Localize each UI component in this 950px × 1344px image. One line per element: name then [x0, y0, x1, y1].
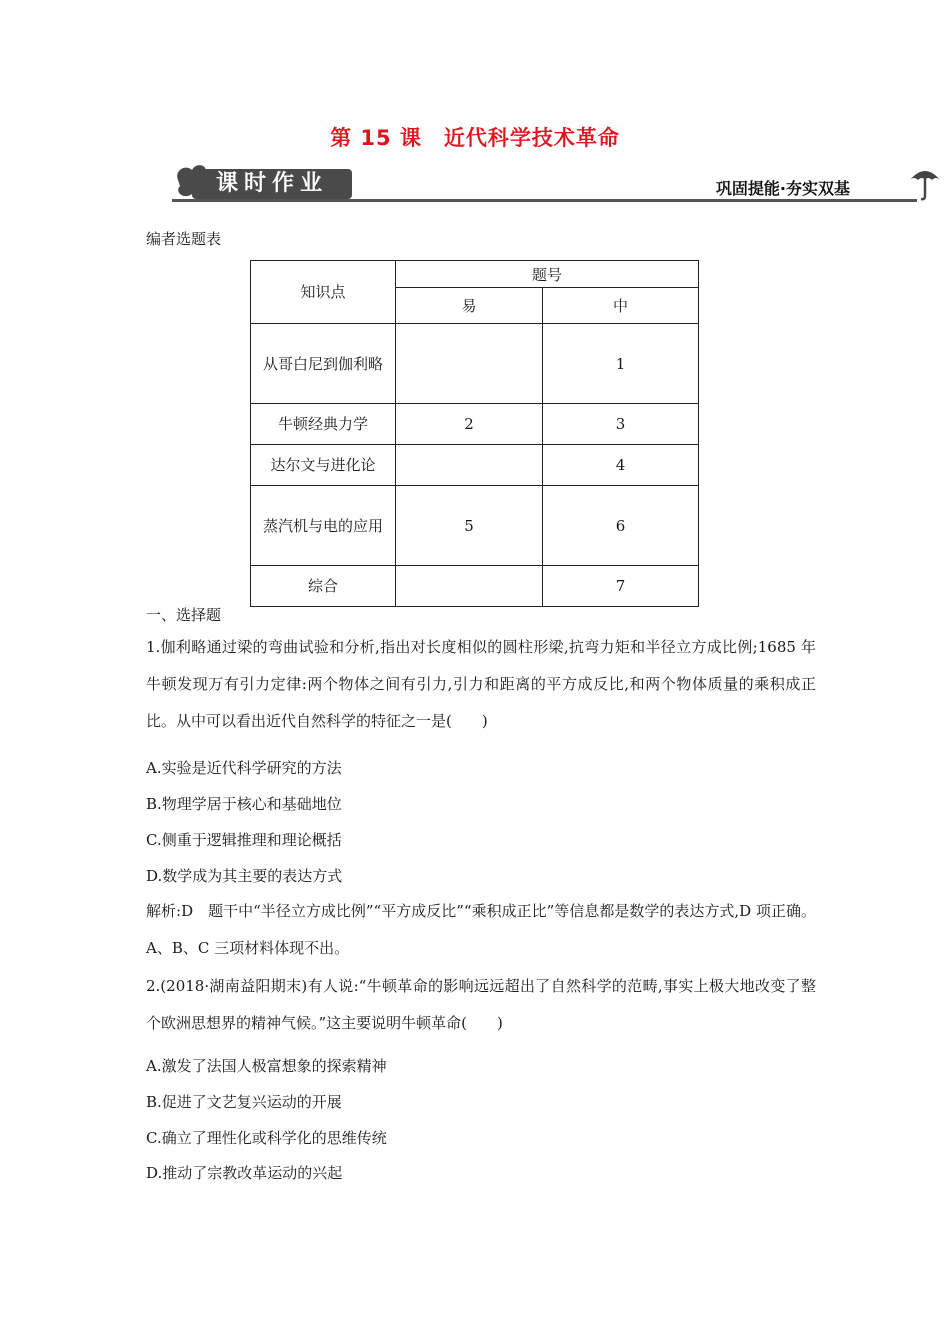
header-easy: 易 [396, 288, 543, 324]
mid-cell: 4 [543, 445, 699, 486]
header-question-number: 题号 [396, 261, 699, 288]
easy-cell: 5 [396, 486, 543, 566]
easy-cell: 2 [396, 404, 543, 445]
question-1-option-c: C.侧重于逻辑推理和理论概括 [146, 831, 342, 849]
header-knowledge: 知识点 [251, 261, 396, 324]
topic-cell: 牛顿经典力学 [251, 404, 396, 445]
topic-table [250, 260, 699, 607]
topic-cell: 达尔文与进化论 [251, 445, 396, 486]
table-row [251, 486, 699, 566]
question-1-analysis: 解析:D 题干中“半径立方成比例”“平方成反比”“乘积成正比”等信息都是数学的表达方式,D 项正确。A、B、C 三项材料体现不出。 [146, 902, 816, 957]
umbrella-icon [908, 162, 942, 202]
question-1-stem: 1.伽利略通过梁的弯曲试验和分析,指出对长度相似的圆柱形梁,抗弯力矩和半径立方成比例;1685 年牛顿发现万有引力定律:两个物体之间有引力,引力和距离的平方成反比,和两个物体质量的乘积成正比。从中可以看出近代自然科学的特征之一是( ) [146, 638, 816, 730]
page-title: 第 15 课 近代科学技术革命 [330, 126, 620, 150]
question-2-option-a: A.激发了法国人极富想象的探索精神 [146, 1057, 387, 1075]
table-row [251, 445, 699, 486]
question-1-option-b: B.物理学居于核心和基础地位 [146, 795, 342, 813]
question-1-option-d: D.数学成为其主要的表达方式 [146, 867, 343, 885]
table-caption: 编者选题表 [146, 230, 222, 248]
banner-slogan: 巩固提能·夯实双基 [715, 179, 850, 198]
easy-cell [396, 566, 543, 607]
mid-cell: 6 [543, 486, 699, 566]
easy-cell [396, 445, 543, 486]
easy-cell [396, 324, 543, 404]
mid-cell: 7 [543, 566, 699, 607]
banner-rule [172, 199, 917, 202]
question-2-option-c: C.确立了理性化或科学化的思维传统 [146, 1129, 387, 1147]
header-mid: 中 [543, 288, 699, 324]
topic-cell: 从哥白尼到伽利略 [251, 324, 396, 404]
section-heading: 一、选择题 [146, 606, 222, 624]
banner-label: 课时作业 [192, 169, 352, 199]
question-2-stem: 2.(2018·湖南益阳期末)有人说:“牛顿革命的影响远远超出了自然科学的范畴,事实上极大地改变了整个欧洲思想界的精神气候。”这主要说明牛顿革命( ) [146, 977, 816, 1032]
question-2-option-b: B.促进了文艺复兴运动的开展 [146, 1093, 342, 1111]
topic-cell: 综合 [251, 566, 396, 607]
question-2-option-d: D.推动了宗教改革运动的兴起 [146, 1164, 343, 1182]
table-row [251, 404, 699, 445]
topic-cell: 蒸汽机与电的应用 [251, 486, 396, 566]
question-1-option-a: A.实验是近代科学研究的方法 [146, 759, 342, 777]
table-row [251, 566, 699, 607]
mid-cell: 3 [543, 404, 699, 445]
table-row [251, 324, 699, 404]
section-banner [172, 160, 942, 206]
mid-cell: 1 [543, 324, 699, 404]
